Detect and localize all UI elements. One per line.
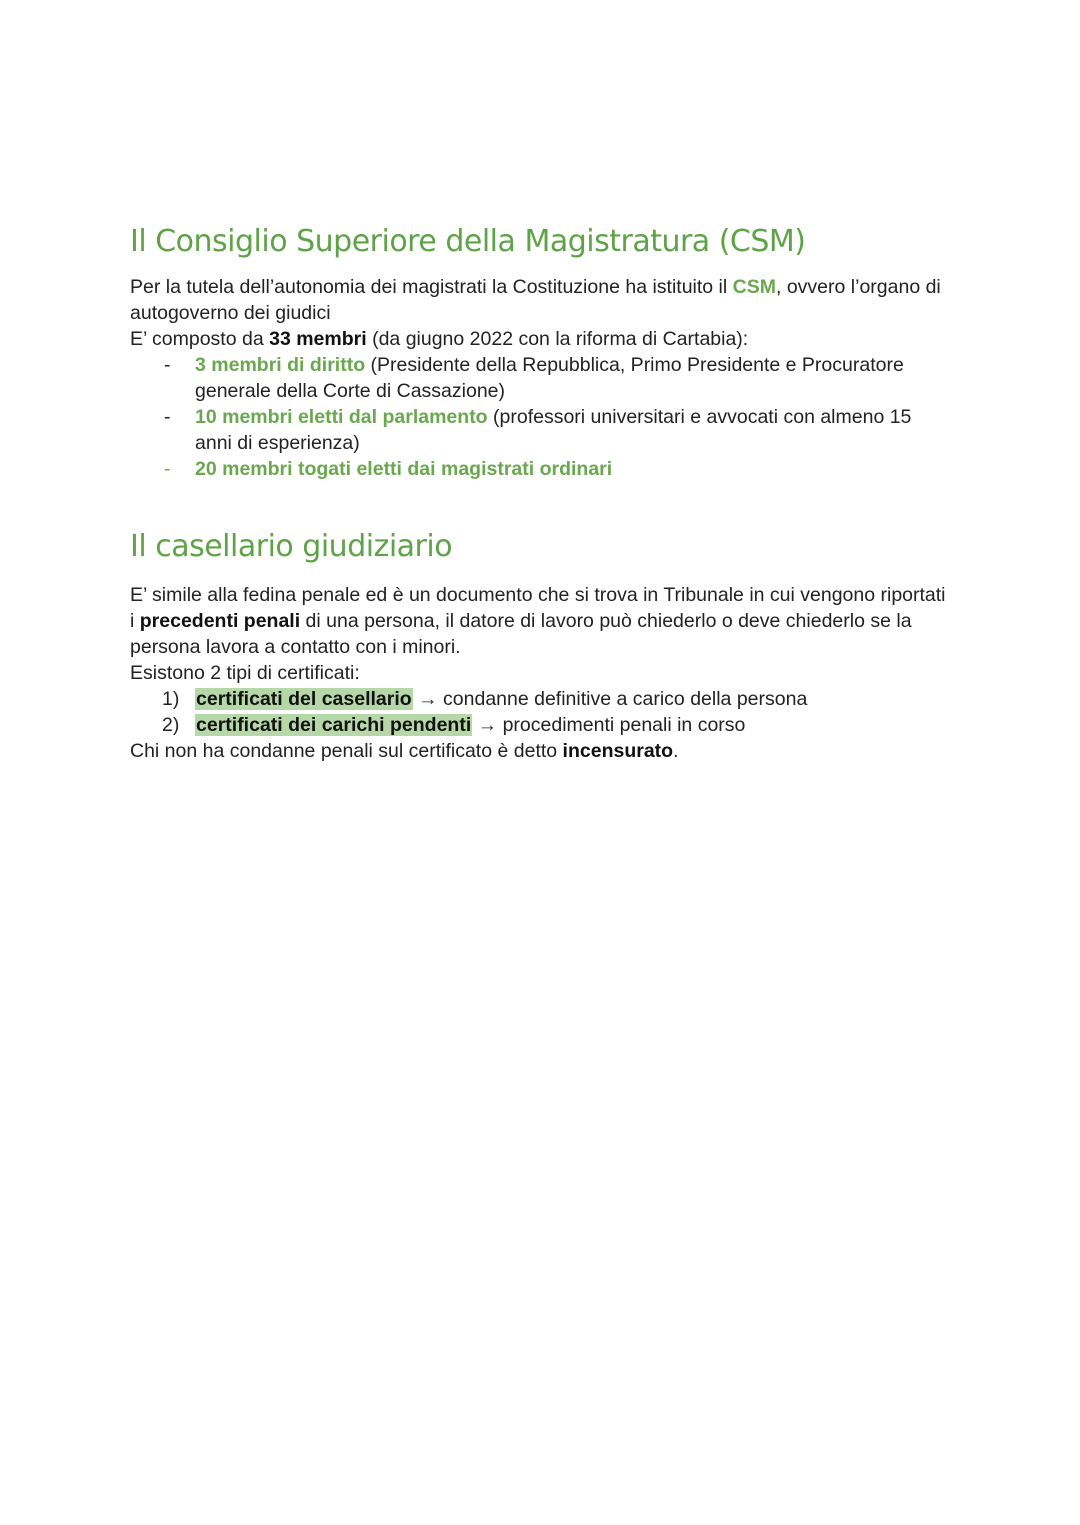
list-item <box>130 456 950 482</box>
section-csm <box>130 222 950 482</box>
certificate-type-detail: → procedimenti penali in corso <box>472 714 746 736</box>
list-bullet: - <box>164 406 171 428</box>
list-item <box>130 352 950 404</box>
certificate-types-list <box>130 686 950 738</box>
intro-text-b: , ovvero l’organo di autogoverno dei giudici <box>130 276 941 324</box>
list-item <box>130 686 950 712</box>
section-heading-csm: Il Consiglio Superiore della Magistratura (CSM) <box>130 224 806 259</box>
list-number: 2) <box>162 714 180 736</box>
members-list <box>130 352 950 482</box>
closing-paragraph <box>130 738 950 764</box>
list-bullet: - <box>164 354 171 376</box>
composition-text-b: (da giugno 2022 con la riforma di Cartabia): <box>366 328 749 350</box>
composition-text-a: E’ composto da <box>130 328 270 350</box>
certificate-type-detail: → condanne definitive a carico della persona <box>412 688 808 710</box>
description-paragraph <box>130 582 950 660</box>
intro-text-a: Per la tutela dell’autonomia dei magistrati la Costituzione ha istituito il <box>130 276 733 298</box>
section-casellario <box>130 527 950 764</box>
description-text-a: E’ simile alla fedina penale ed è un documento che si trova in Tribunale in cui vengono riportati i <box>130 584 946 632</box>
incensurato-term: incensurato <box>562 740 674 762</box>
description-text-b: di una persona, il datore di lavoro può chiederlo o deve chiederlo se la persona lavora a contatto con i minori. <box>130 610 912 658</box>
precedenti-term: precedenti penali <box>139 610 301 632</box>
member-type-highlight: 20 membri togati eletti dai magistrati ordinari <box>195 458 613 480</box>
certificate-type-highlight: certificati dei carichi pendenti <box>196 714 472 736</box>
list-bullet: - <box>164 458 171 480</box>
section-heading-casellario: Il casellario giudiziario <box>130 529 453 564</box>
certificate-type-highlight: certificati del casellario <box>196 688 412 710</box>
member-type-detail: (Presidente della Repubblica, Primo Presidente e Procuratore generale della Corte di Cassazione) <box>195 354 904 402</box>
list-item <box>130 712 950 738</box>
closing-text-b: . <box>673 740 679 762</box>
csm-term: CSM <box>732 276 776 298</box>
intro-paragraph <box>130 274 950 326</box>
list-number: 1) <box>162 688 180 710</box>
types-intro: Esistono 2 tipi di certificati: <box>130 662 360 684</box>
closing-text-a: Chi non ha condanne penali sul certificato è detto <box>130 740 563 762</box>
composition-paragraph <box>130 326 950 352</box>
member-type-highlight: 10 membri eletti dal parlamento <box>195 406 488 428</box>
member-type-highlight: 3 membri di diritto <box>195 354 366 376</box>
member-type-detail: (professori universitari e avvocati con almeno 15 anni di esperienza) <box>195 406 912 454</box>
list-item <box>130 404 950 456</box>
composition-count: 33 membri <box>269 328 367 350</box>
